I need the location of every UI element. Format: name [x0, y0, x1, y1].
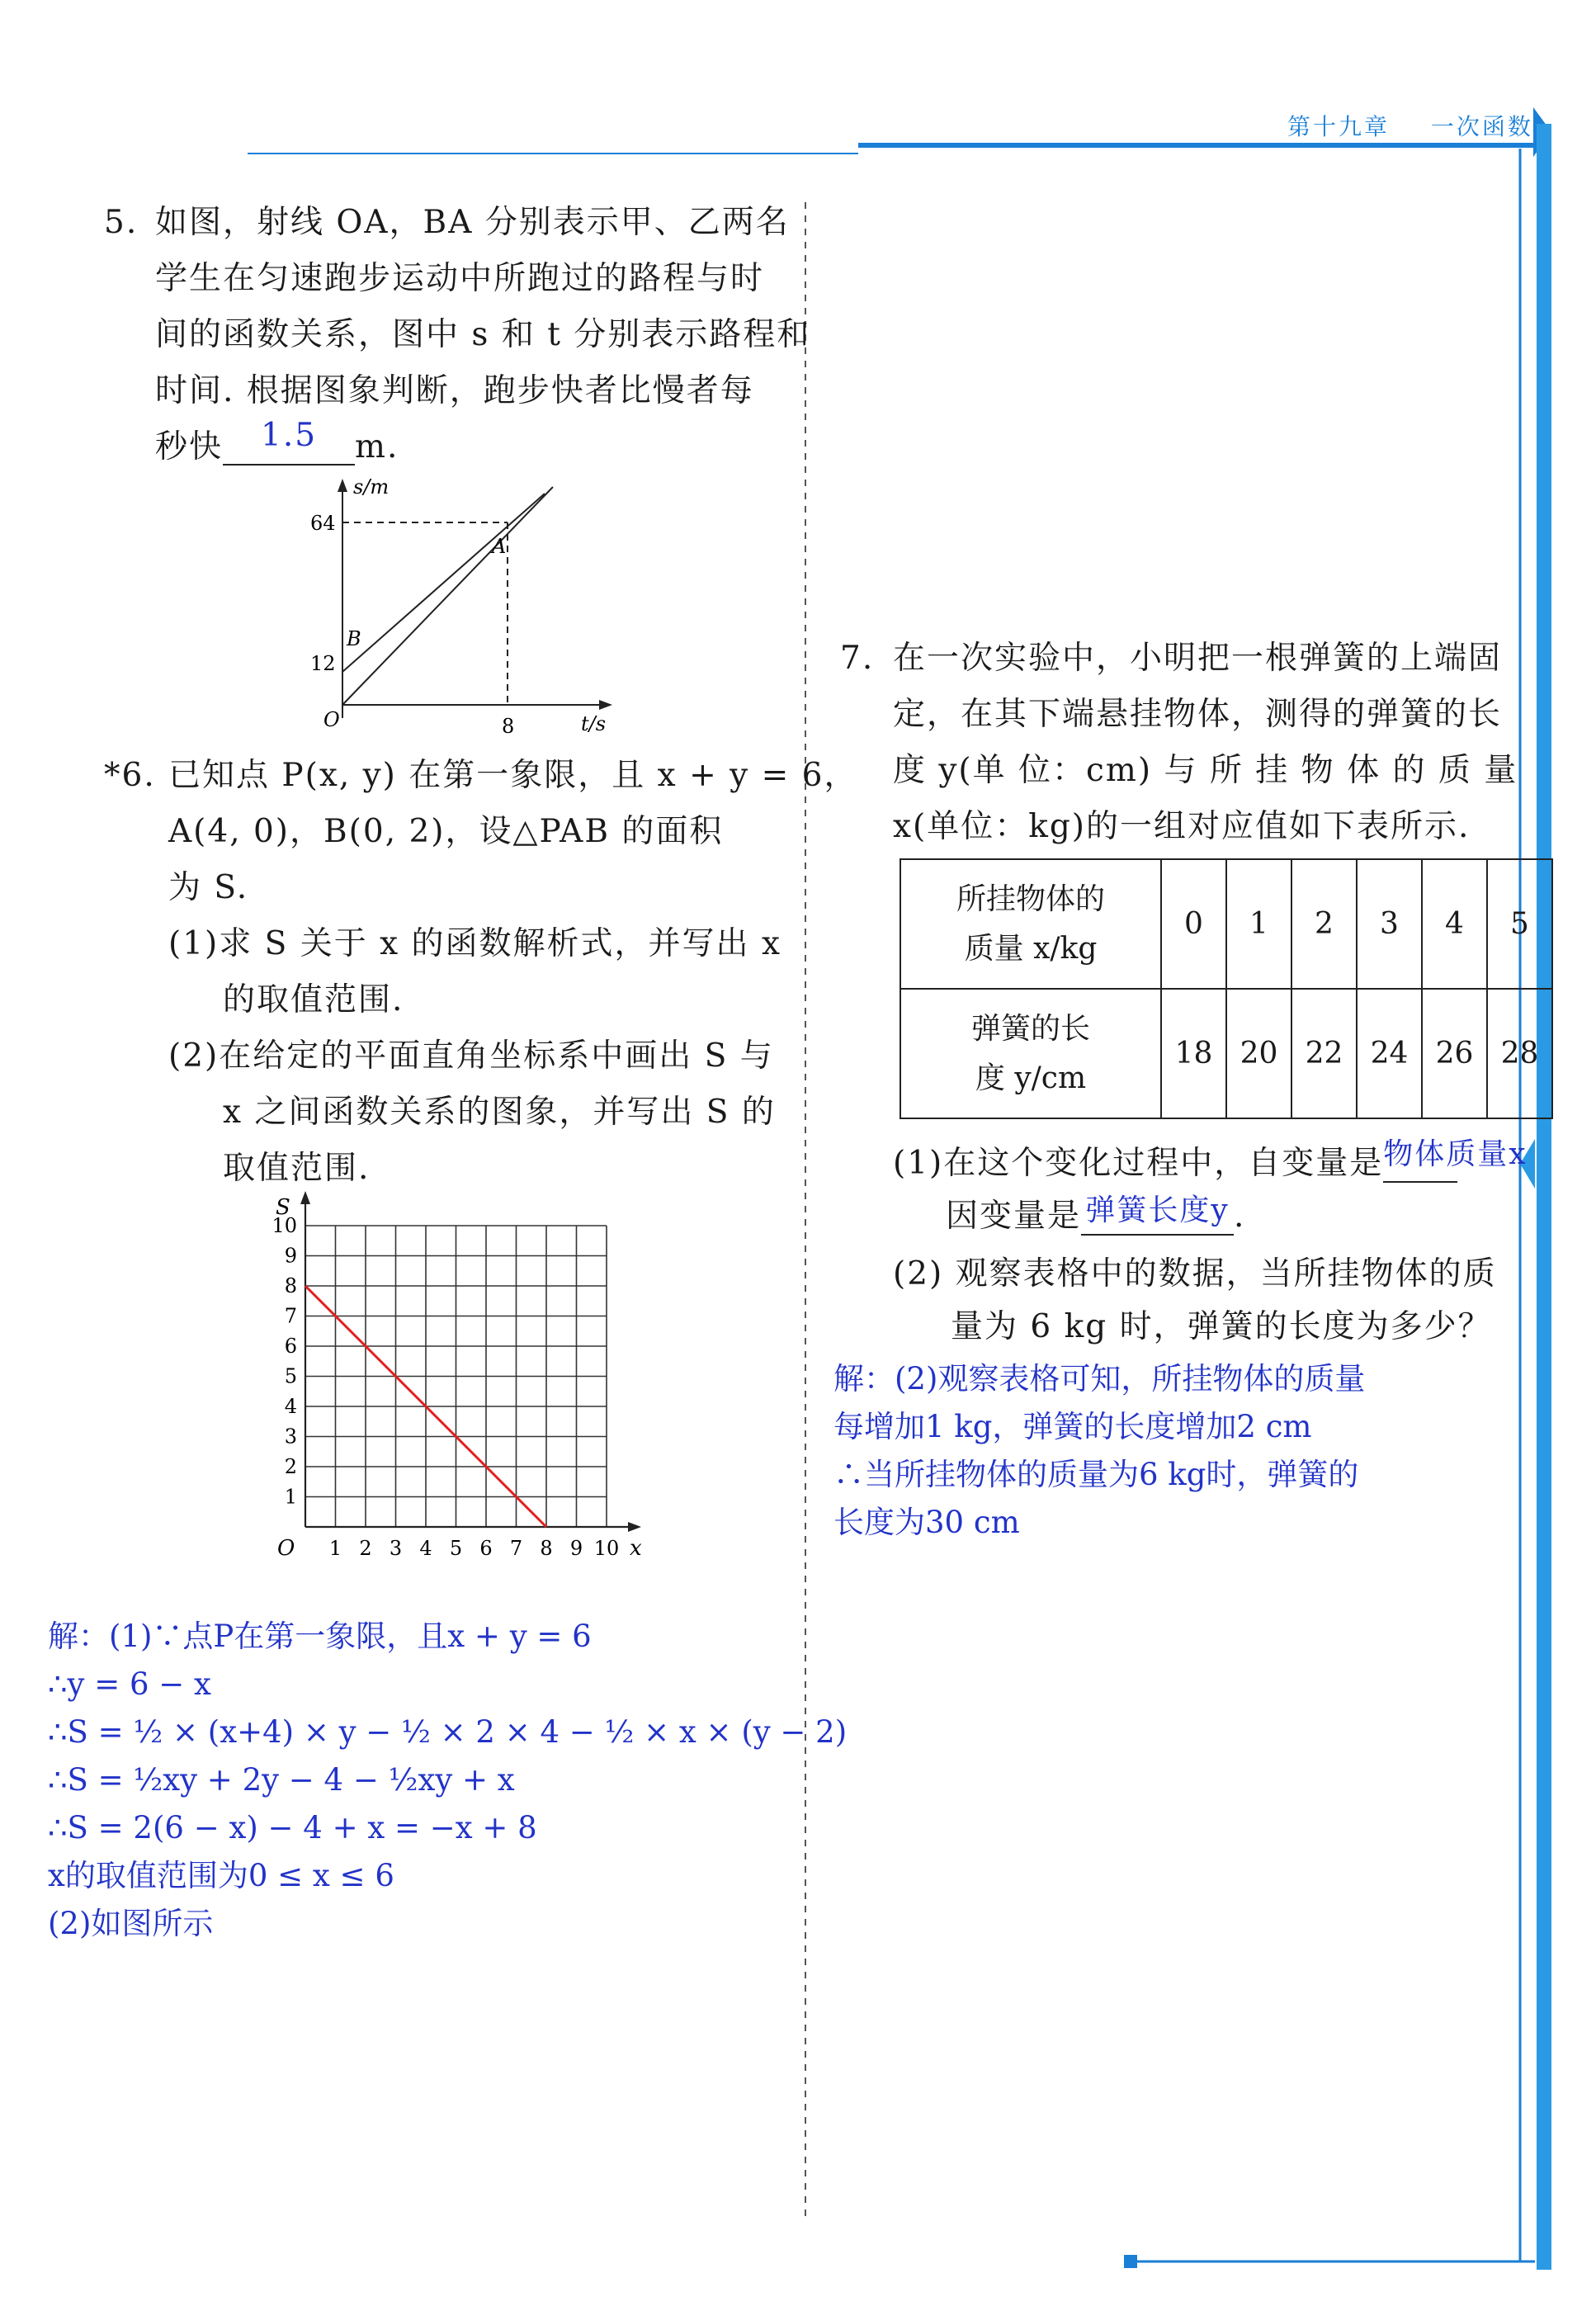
x-tick-label: 8: [540, 1537, 553, 1560]
footer-square: [1124, 2255, 1137, 2268]
q7-part1-mid: 因变量是: [946, 1198, 1082, 1235]
q6-grid-chart: [264, 1180, 677, 1576]
q5-prefix: 秒快: [155, 428, 224, 466]
q6-line-3: 为 S.: [168, 869, 249, 906]
q5-y-label: s/m: [353, 475, 390, 499]
q5-line-1: 如图，射线 OA，BA 分别表示甲、乙两名: [155, 204, 790, 241]
table-cell: 28: [1487, 989, 1552, 1118]
table-header-length-b: 度 y/cm: [975, 1061, 1087, 1095]
table-cell: 5: [1487, 859, 1552, 989]
q5-tick-64: 64: [310, 512, 336, 535]
q7-line-4: x(单位：kg)的一组对应值如下表所示.: [893, 808, 1471, 845]
q6-part2-a: (2)在给定的平面直角坐标系中画出 S 与: [168, 1037, 774, 1075]
q6-part1-a: (1)求 S 关于 x 的函数解析式，并写出 x: [168, 925, 781, 962]
q7-answer2: 弹簧长度y: [1085, 1193, 1230, 1227]
table-cell: 4: [1422, 859, 1487, 989]
x-tick-label: 1: [328, 1537, 342, 1560]
q6-part1-b: 的取值范围.: [223, 981, 404, 1018]
q5-tick-8: 8: [502, 715, 515, 738]
table-cell: 22: [1291, 989, 1357, 1118]
table-row: [900, 859, 1552, 989]
q5-line-5: [155, 419, 399, 475]
q5-number: 5.: [104, 204, 139, 241]
y-tick-label: 1: [284, 1485, 297, 1509]
q7-solution-line-4: 长度为30 cm: [833, 1505, 1020, 1540]
q7-solution-line-3: ∴当所挂物体的质量为6 kg时，弹簧的: [833, 1457, 1359, 1492]
y-tick-label: 7: [284, 1304, 297, 1328]
table-cell: 18: [1161, 989, 1226, 1118]
q6-solution-line-6: x的取值范围为0 ≤ x ≤ 6: [48, 1858, 394, 1893]
q5-ray-BA: [342, 494, 545, 672]
x-tick-label: 10: [593, 1537, 620, 1560]
q5-line-3: 间的函数关系，图中 s 和 t 分别表示路程和: [155, 316, 811, 353]
table-row: [900, 989, 1552, 1118]
x-tick-label: 6: [479, 1537, 493, 1560]
y-tick-label: 8: [284, 1274, 297, 1297]
q7-part1-prefix: (1)在这个变化过程中，自变量是: [893, 1145, 1384, 1182]
q5-y-arrow: [338, 479, 347, 492]
q7-part1-end: .: [1234, 1198, 1246, 1235]
q7-number: 7.: [840, 640, 875, 677]
q6-solution-line-7: (2)如图所示: [48, 1906, 214, 1941]
table-header-mass: [900, 859, 1161, 989]
q6-solution-line-1: 解：(1)∵点P在第一象限，且x + y = 6: [48, 1619, 592, 1654]
y-tick-label: 5: [284, 1364, 297, 1388]
q5-ray-OA: [342, 487, 553, 705]
x-axis-arrow: [628, 1522, 641, 1532]
table-header-length-a: 弹簧的长: [970, 1011, 1090, 1046]
x-axis-label: x: [630, 1536, 642, 1561]
table-cell: 1: [1226, 859, 1291, 989]
q6-number: *6.: [104, 757, 156, 794]
table-cell: 0: [1161, 859, 1226, 989]
y-axis-arrow: [300, 1191, 310, 1204]
q5-x-arrow: [599, 700, 612, 710]
table-cell: 3: [1357, 859, 1422, 989]
q7-solution-line-1: 解：(2)观察表格可知，所挂物体的质量: [833, 1361, 1366, 1397]
table-header-mass-a: 所挂物体的: [956, 881, 1105, 916]
q6-part2-c: 取值范围.: [223, 1150, 371, 1187]
q6-solution-line-5: ∴S = 2(6 − x) − 4 + x = −x + 8: [48, 1810, 537, 1845]
chapter-number: 第十九章: [1287, 113, 1391, 140]
q5-suffix: m.: [355, 428, 399, 466]
q7-answer2-blank: [1081, 1193, 1234, 1236]
q7-answer1: 物体质量x: [1383, 1137, 1528, 1171]
x-tick-label: 7: [509, 1537, 523, 1560]
q6-solution-line-4: ∴S = ½xy + 2y − 4 − ½xy + x: [48, 1762, 515, 1798]
table-cell: 24: [1357, 989, 1422, 1118]
q7-line-2: 定，在其下端悬挂物体，测得的弹簧的长: [893, 696, 1503, 733]
q5-origin: O: [323, 708, 340, 731]
q7-part2-line-1: (2) 观察表格中的数据，当所挂物体的质: [893, 1255, 1497, 1293]
q7-data-table: [900, 858, 1553, 1119]
x-tick-label: 2: [359, 1537, 372, 1560]
q7-part1-line-1: [893, 1136, 1528, 1192]
q5-label-A: A: [492, 535, 507, 558]
y-tick-label: 9: [284, 1244, 297, 1268]
table-header-length: [900, 989, 1161, 1118]
y-tick-label: 2: [284, 1455, 297, 1478]
q7-table-wrap: [900, 858, 1553, 1119]
q5-label-B: B: [347, 627, 361, 650]
q6-line-1: 已知点 P(x, y) 在第一象限，且 x + y = 6，: [168, 757, 858, 794]
q5-line-2: 学生在匀速跑步运动中所跑过的路程与时: [155, 260, 765, 297]
origin-label: O: [277, 1536, 295, 1561]
right-margin-bar: [1537, 124, 1551, 2270]
q7-answer1-blank: [1383, 1137, 1528, 1183]
q7-line-3: 度 y(单 位：cm) 与 所 挂 物 体 的 质 量: [893, 752, 1518, 789]
q7-solution-line-2: 每增加1 kg，弹簧的长度增加2 cm: [833, 1409, 1312, 1444]
q6-solution-line-2: ∴y = 6 − x: [48, 1666, 211, 1702]
q5-line-4: 时间. 根据图象判断，跑步快者比慢者每: [155, 372, 754, 409]
y-tick-label: 3: [284, 1425, 297, 1449]
q6-line-2: A(4, 0)，B(0, 2)，设△PAB 的面积: [168, 813, 724, 850]
q5-answer-blank: [223, 417, 355, 466]
q6-solution-line-3: ∴S = ½ × (x+4) × y − ½ × 2 × 4 − ½ × x × (y − 2): [48, 1714, 848, 1750]
table-header-mass-b: 质量 x/kg: [964, 931, 1098, 966]
y-tick-label: 6: [284, 1335, 297, 1358]
y-axis-label: S: [276, 1195, 290, 1220]
q5-graph: [297, 470, 627, 743]
q7-part1-line-2: [946, 1189, 1245, 1245]
table-cell: 26: [1422, 989, 1487, 1118]
q7-part2-line-2: 量为 6 kg 时，弹簧的长度为多少？: [951, 1308, 1492, 1345]
q6-part2-b: x 之间函数关系的图象，并写出 S 的: [223, 1094, 776, 1131]
x-tick-label: 9: [569, 1537, 583, 1560]
q5-tick-12: 12: [310, 652, 336, 675]
table-cell: 2: [1291, 859, 1357, 989]
chapter-header: [1287, 109, 1533, 142]
table-cell: 20: [1226, 989, 1291, 1118]
x-tick-label: 5: [449, 1537, 463, 1560]
chapter-title: 一次函数: [1430, 113, 1533, 140]
y-tick-label: 4: [284, 1395, 297, 1418]
y-tick-label: 10: [272, 1214, 297, 1237]
q5-answer: 1.5: [261, 417, 318, 454]
x-tick-label: 4: [419, 1537, 432, 1560]
x-tick-label: 3: [389, 1537, 403, 1560]
q5-x-label: t/s: [581, 712, 607, 735]
q7-line-1: 在一次实验中，小明把一根弹簧的上端固: [893, 640, 1503, 677]
